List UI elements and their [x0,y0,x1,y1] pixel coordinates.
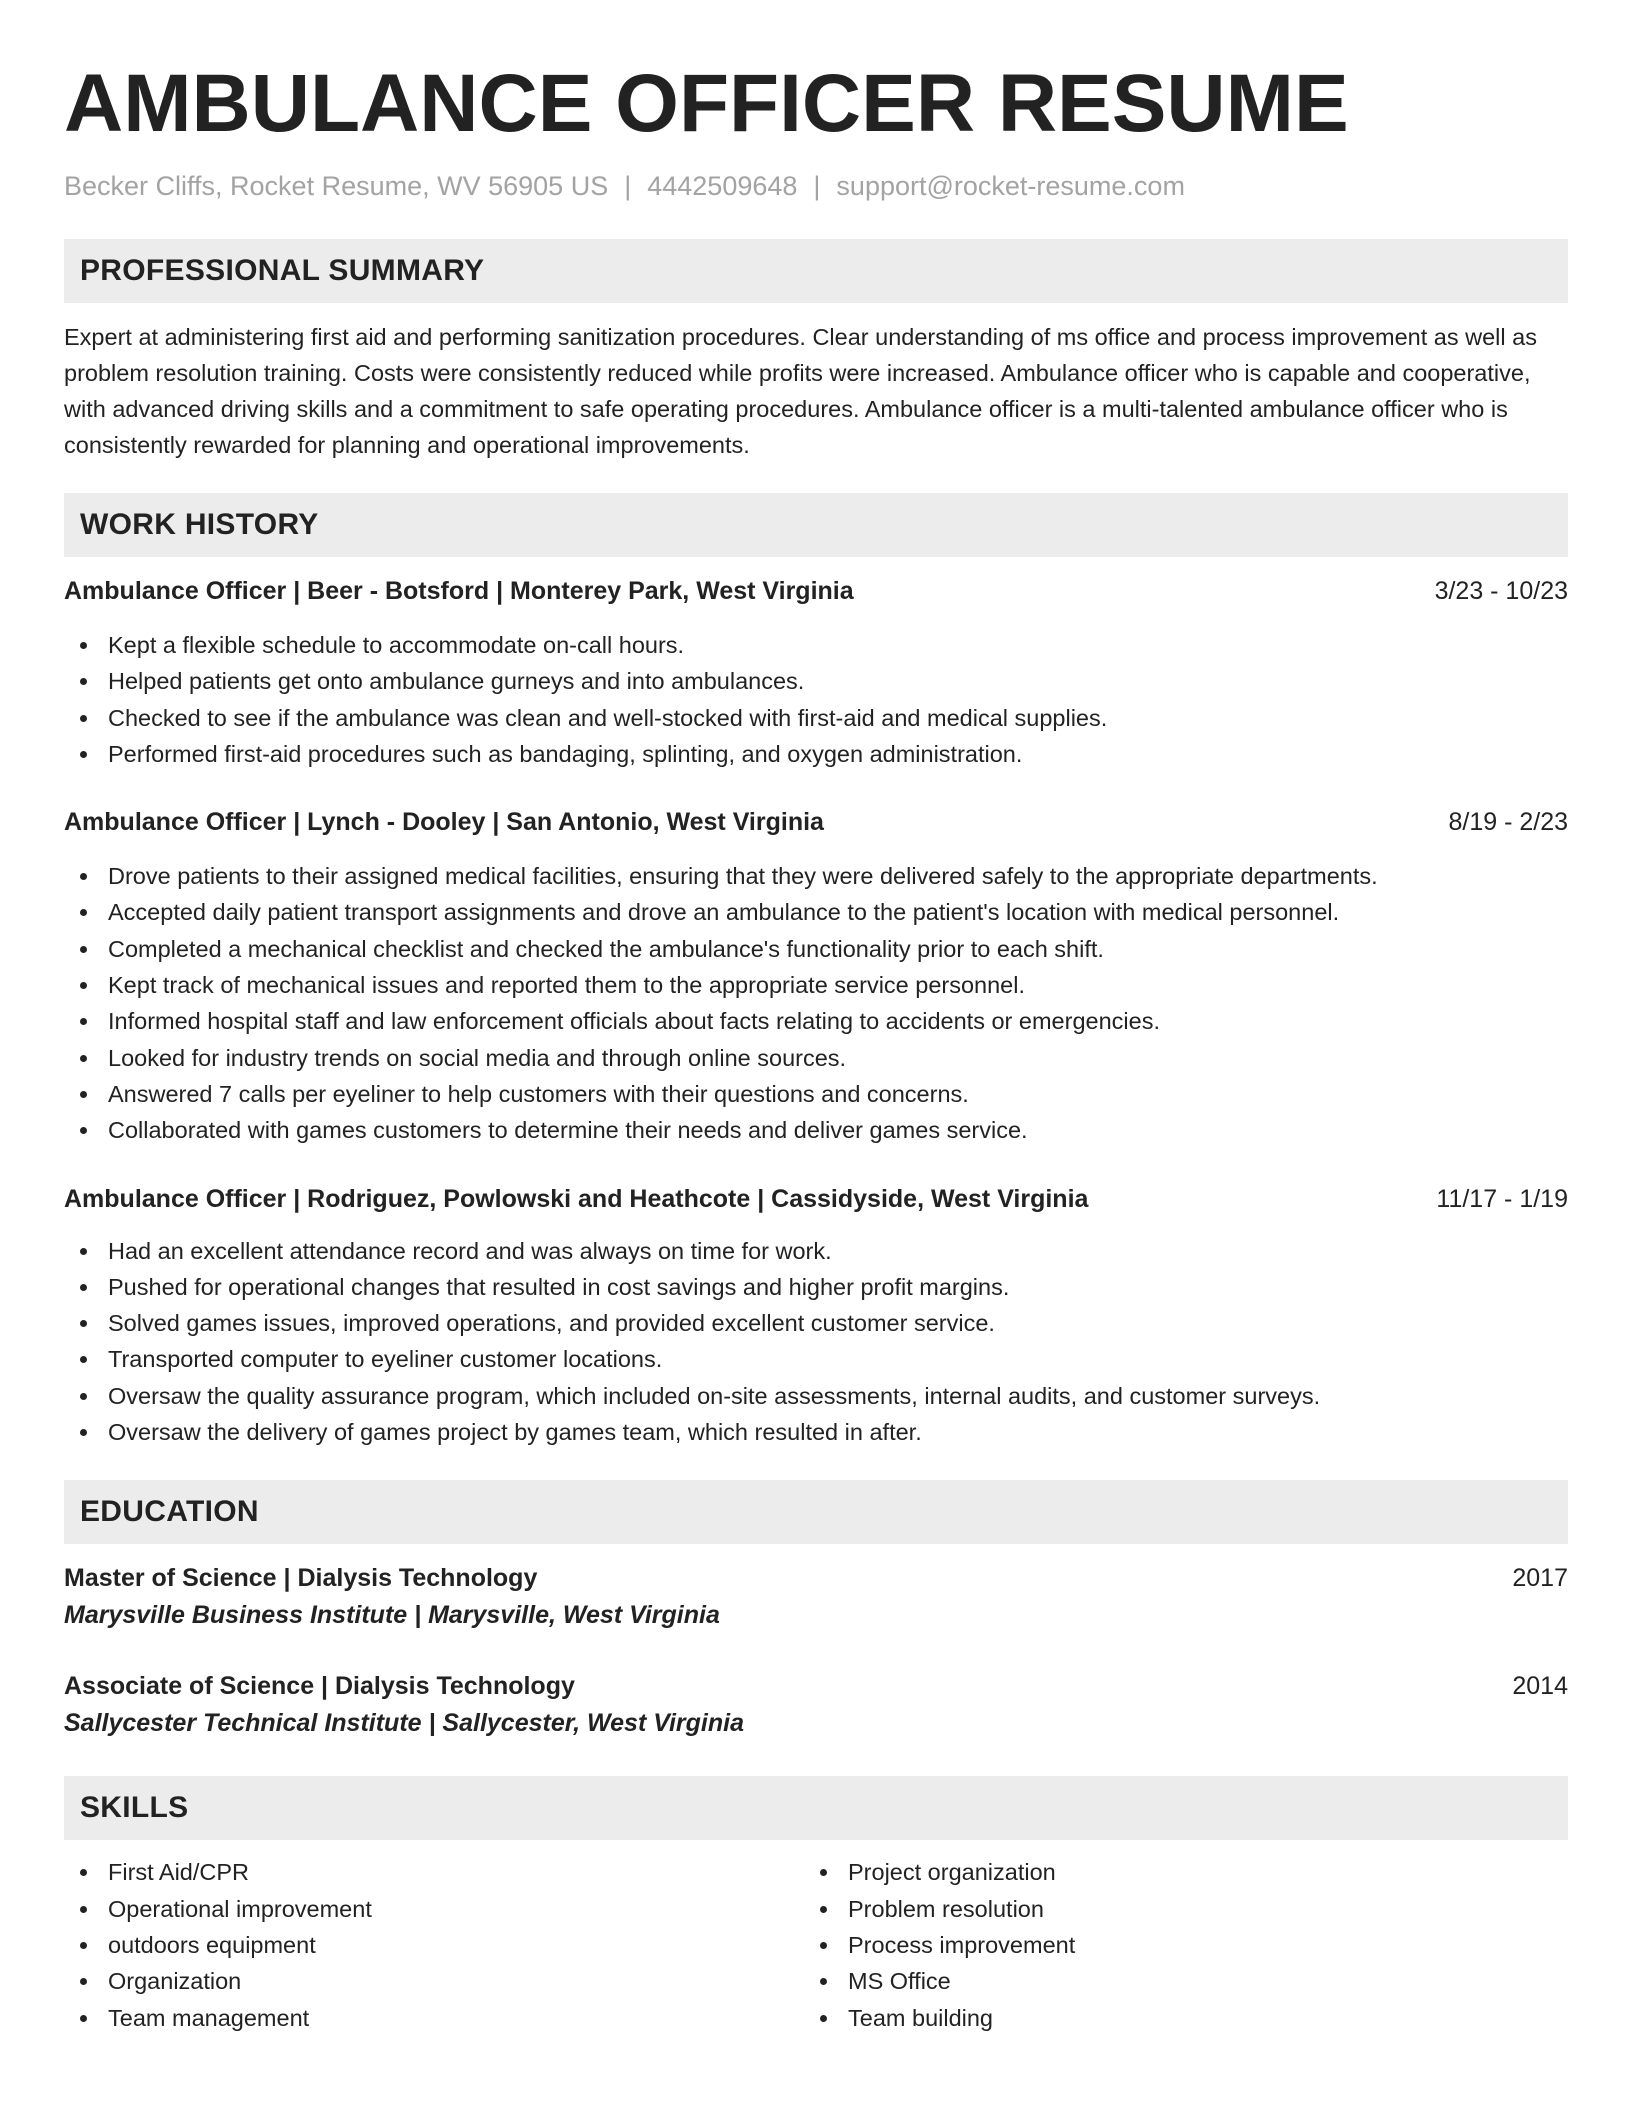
skill-item: Organization [64,1963,804,1999]
section-title: SKILLS [80,1791,189,1825]
education-header [64,1560,1568,1596]
job-entry [64,1181,1568,1451]
job-header [64,804,1568,840]
skills-list-left [64,1854,804,2035]
bullet-item: Performed first-aid procedures such as bandaging, splinting, and oxygen administration. [64,736,1568,772]
bullet-item: Drove patients to their assigned medical facilities, ensuring that they were delivered safely to the appropriate departments. [64,858,1568,894]
skills-columns [64,1854,1568,2035]
bullet-item: Completed a mechanical checklist and checked the ambulance's functionality prior to each shift. [64,931,1568,967]
contact-separator: | [813,171,821,201]
skill-item: outdoors equipment [64,1927,804,1963]
contact-email: support@rocket-resume.com [836,171,1185,201]
section-title: PROFESSIONAL SUMMARY [80,254,485,287]
education-year: 2014 [1512,1672,1568,1701]
bullet-item: Checked to see if the ambulance was clean and well-stocked with first-aid and medical supplies. [64,700,1568,736]
job-title: Ambulance Officer | Rodriguez, Powlowski and Heathcote | Cassidyside, West Virginia [64,1184,1089,1213]
job-entry [64,804,1568,1148]
education-year: 2017 [1512,1564,1568,1593]
bullet-item: Solved games issues, improved operations, and provided excellent customer service. [64,1305,1568,1341]
job-header [64,573,1568,609]
bullet-item: Pushed for operational changes that resulted in cost savings and higher profit margins. [64,1269,1568,1305]
resume-page [64,0,1568,2036]
bullet-item: Had an excellent attendance record and was always on time for work. [64,1233,1568,1269]
bullet-item: Answered 7 calls per eyeliner to help customers with their questions and concerns. [64,1076,1568,1112]
education-degree: Master of Science | Dialysis Technology [64,1564,538,1593]
job-dates: 8/19 - 2/23 [1448,808,1568,837]
contact-separator: | [624,171,632,201]
job-dates: 11/17 - 1/19 [1436,1184,1568,1213]
summary-text: Expert at administering first aid and performing sanitization procedures. Clear understanding of ms office and process improvement as well as problem resolution training. Costs were consistently reduced while profits were increased. Ambulance officer who is capable and cooperative, with advanced driving skills and a commitment to safe operating procedures. Ambulance officer is a multi-talented ambulance officer who is consistently rewarded for planning and operational improvements. [64,324,1537,458]
skill-item: MS Office [804,1963,1544,1999]
bullet-item: Accepted daily patient transport assignments and drove an ambulance to the patient's location with medical personnel. [64,894,1568,930]
bullet-item: Oversaw the quality assurance program, which included on-site assessments, internal audits, and customer surveys. [64,1378,1568,1414]
section-title: WORK HISTORY [80,508,319,541]
job-bullets [64,1233,1568,1451]
education-degree: Associate of Science | Dialysis Technology [64,1672,575,1701]
skill-item: Team management [64,2000,804,2036]
bullet-item: Oversaw the delivery of games project by games team, which resulted in after. [64,1414,1568,1450]
bullet-item: Kept track of mechanical issues and reported them to the appropriate service personnel. [64,967,1568,1003]
section-header-summary [64,239,1568,303]
skills-list-right [804,1854,1544,2035]
bullet-item: Looked for industry trends on social media and through online sources. [64,1040,1568,1076]
job-header [64,1181,1568,1217]
bullet-item: Collaborated with games customers to determine their needs and deliver games service. [64,1112,1568,1148]
job-bullets [64,858,1568,1148]
skill-item: Operational improvement [64,1891,804,1927]
section-title: EDUCATION [80,1495,259,1529]
contact-address: Becker Cliffs, Rocket Resume, WV 56905 US [64,171,609,201]
contact-phone: 4442509648 [647,171,798,201]
skill-item: Project organization [804,1854,1544,1890]
job-dates: 3/23 - 10/23 [1434,577,1568,605]
skill-item: Problem resolution [804,1891,1544,1927]
job-bullets [64,627,1568,772]
job-title: Ambulance Officer | Lynch - Dooley | San Antonio, West Virginia [64,808,824,837]
education-entry [64,1560,1568,1634]
job-title: Ambulance Officer | Beer - Botsford | Monterey Park, West Virginia [64,577,854,605]
contact-line [64,168,1568,204]
education-header [64,1668,1568,1704]
section-header-work-history [64,493,1568,557]
resume-title: AMBULANCE OFFICER RESUME [64,58,1349,149]
section-header-education [64,1480,1568,1544]
skill-item: Process improvement [804,1927,1544,1963]
education-school: Marysville Business Institute | Marysville, West Virginia [64,1601,720,1630]
bullet-item: Transported computer to eyeliner customer locations. [64,1341,1568,1377]
section-header-skills [64,1776,1568,1840]
bullet-item: Kept a flexible schedule to accommodate on-call hours. [64,627,1568,663]
skill-item: Team building [804,2000,1544,2036]
education-entry [64,1668,1568,1742]
job-entry [64,573,1568,772]
skill-item: First Aid/CPR [64,1854,804,1890]
bullet-item: Helped patients get onto ambulance gurneys and into ambulances. [64,663,1568,699]
education-school: Sallycester Technical Institute | Sallycester, West Virginia [64,1709,744,1738]
bullet-item: Informed hospital staff and law enforcement officials about facts relating to accidents or emergencies. [64,1003,1568,1039]
